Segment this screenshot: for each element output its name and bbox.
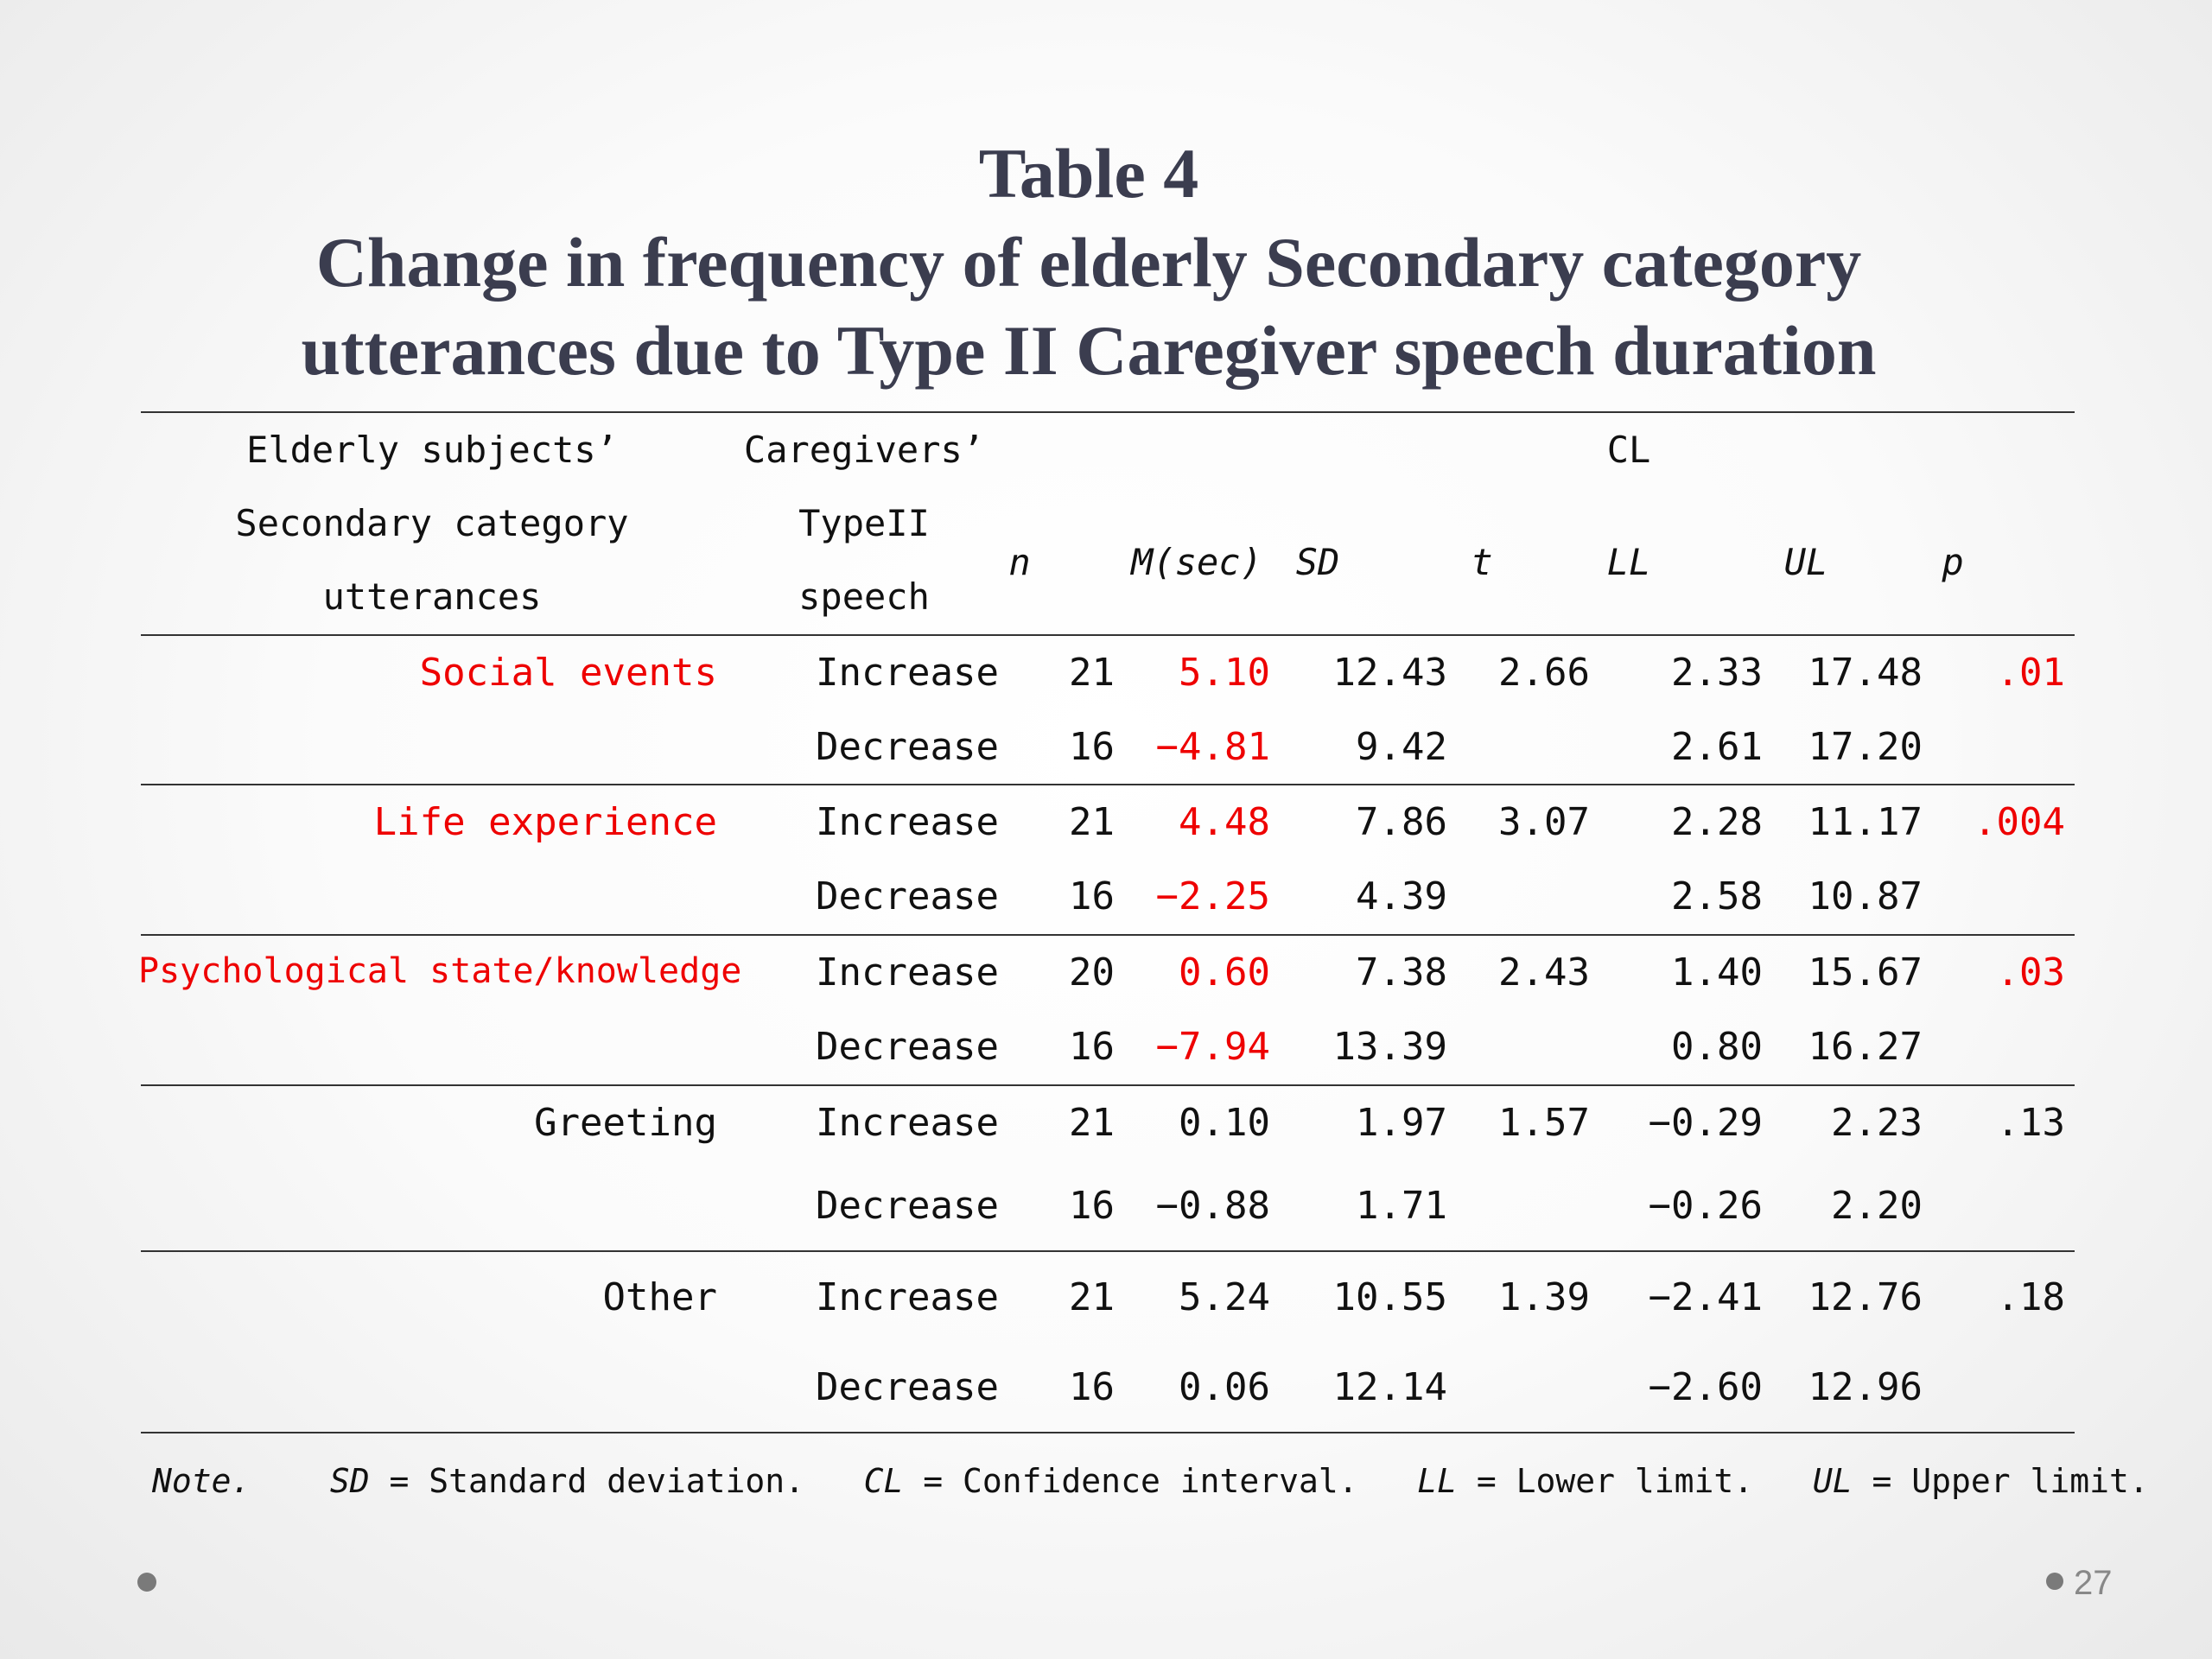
header-elderly-line3: utterances	[322, 575, 542, 618]
ll-cell: 1.40	[1671, 950, 1763, 995]
note-ll-text: = Lower limit.	[1457, 1462, 1754, 1500]
sd-cell: 10.55	[1332, 1275, 1447, 1319]
speech-cell: Decrease	[816, 1025, 999, 1069]
category-label: Greeting	[534, 1101, 717, 1145]
ll-cell: −0.26	[1648, 1184, 1763, 1228]
n-cell: 16	[1069, 1025, 1115, 1069]
sd-cell: 9.42	[1356, 725, 1447, 769]
note-cl-abbr: CL	[863, 1462, 904, 1500]
header-bottom-rule	[141, 634, 2075, 636]
header-elderly-line1: Elderly subjects’	[246, 429, 618, 471]
ul-cell: 12.96	[1808, 1365, 1923, 1409]
speech-cell: Decrease	[816, 874, 999, 918]
sd-cell: 12.14	[1332, 1365, 1447, 1409]
note-ll-abbr: LL	[1417, 1462, 1458, 1500]
ul-cell: 17.48	[1808, 651, 1923, 695]
sd-cell: 1.97	[1356, 1101, 1447, 1145]
n-cell: 16	[1069, 1184, 1115, 1228]
m-cell: −7.94	[1155, 1025, 1270, 1069]
note-sd-text: = Standard deviation.	[369, 1462, 804, 1500]
ll-cell: −2.41	[1648, 1275, 1763, 1319]
group-divider	[141, 1250, 2075, 1252]
speech-cell: Increase	[816, 651, 999, 695]
p-cell: .03	[1996, 950, 2065, 995]
n-cell: 16	[1069, 874, 1115, 918]
note-cl-text: = Confidence interval.	[903, 1462, 1358, 1500]
header-ul: UL	[1783, 541, 1828, 583]
ul-cell: 2.23	[1831, 1101, 1923, 1145]
p-cell: .18	[1996, 1275, 2065, 1319]
n-cell: 21	[1069, 1101, 1115, 1145]
sd-cell: 12.43	[1332, 651, 1447, 695]
speech-cell: Increase	[816, 1101, 999, 1145]
ul-cell: 17.20	[1808, 725, 1923, 769]
speech-cell: Increase	[816, 800, 999, 844]
ul-cell: 12.76	[1808, 1275, 1923, 1319]
ul-cell: 2.20	[1831, 1184, 1923, 1228]
group-divider	[141, 934, 2075, 936]
n-cell: 16	[1069, 725, 1115, 769]
header-t: t	[1471, 541, 1493, 583]
m-cell: 5.10	[1179, 651, 1270, 695]
header-m-sec: M(sec)	[1131, 541, 1262, 583]
header-n: n	[1008, 541, 1031, 583]
speech-cell: Increase	[816, 950, 999, 995]
category-label: Life experience	[373, 800, 717, 844]
header-p: p	[1942, 541, 1964, 583]
m-cell: −0.88	[1155, 1184, 1270, 1228]
ll-cell: 2.58	[1671, 874, 1763, 918]
t-cell: 2.43	[1498, 950, 1590, 995]
table-caption-line1: Change in frequency of elderly Secondary category	[315, 223, 1862, 302]
category-label: Psychological state/knowledge	[138, 951, 742, 991]
ul-cell: 16.27	[1808, 1025, 1923, 1069]
ll-cell: 2.61	[1671, 725, 1763, 769]
ll-cell: 2.33	[1671, 651, 1763, 695]
n-cell: 20	[1069, 950, 1115, 995]
sd-cell: 7.86	[1356, 800, 1447, 844]
note-label: Note.	[152, 1462, 251, 1500]
n-cell: 16	[1069, 1365, 1115, 1409]
table-title: Table 4	[978, 134, 1199, 213]
note-sd-abbr: SD	[329, 1462, 370, 1500]
group-divider	[141, 1084, 2075, 1086]
sd-cell: 13.39	[1332, 1025, 1447, 1069]
slide-bullet-right-icon	[2046, 1573, 2063, 1590]
table-caption-line2: utterances due to Type II Caregiver speech duration	[301, 311, 1877, 390]
n-cell: 21	[1069, 800, 1115, 844]
group-divider	[141, 784, 2075, 785]
sd-cell: 4.39	[1356, 874, 1447, 918]
n-cell: 21	[1069, 651, 1115, 695]
header-ll: LL	[1606, 541, 1651, 583]
ll-cell: 2.28	[1671, 800, 1763, 844]
p-cell: .13	[1996, 1101, 2065, 1145]
category-label: Social events	[419, 651, 717, 695]
ul-cell: 15.67	[1808, 950, 1923, 995]
speech-cell: Decrease	[816, 1365, 999, 1409]
m-cell: −2.25	[1155, 874, 1270, 918]
note-ul-text: = Upper limit.	[1852, 1462, 2149, 1500]
slide-bullet-left-icon	[137, 1573, 156, 1592]
m-cell: 0.06	[1179, 1365, 1270, 1409]
speech-cell: Decrease	[816, 1184, 999, 1228]
m-cell: 4.48	[1179, 800, 1270, 844]
ll-cell: 0.80	[1671, 1025, 1763, 1069]
header-caregiver-line1: Caregivers’	[743, 429, 985, 471]
m-cell: 0.10	[1179, 1101, 1270, 1145]
t-cell: 1.39	[1498, 1275, 1590, 1319]
header-caregiver-line3: speech	[798, 575, 930, 618]
sd-cell: 1.71	[1356, 1184, 1447, 1228]
table-bottom-rule	[141, 1432, 2075, 1433]
t-cell: 1.57	[1498, 1101, 1590, 1145]
p-cell: .004	[1974, 800, 2065, 844]
header-cl: CL	[1606, 429, 1651, 471]
t-cell: 2.66	[1498, 651, 1590, 695]
table-note	[152, 1462, 2149, 1500]
speech-cell: Increase	[816, 1275, 999, 1319]
ul-cell: 10.87	[1808, 874, 1923, 918]
sd-cell: 7.38	[1356, 950, 1447, 995]
table-top-rule	[141, 411, 2075, 413]
m-cell: 5.24	[1179, 1275, 1270, 1319]
ul-cell: 11.17	[1808, 800, 1923, 844]
ll-cell: −2.60	[1648, 1365, 1763, 1409]
header-caregiver-line2: TypeII	[798, 502, 930, 544]
speech-cell: Decrease	[816, 725, 999, 769]
t-cell: 3.07	[1498, 800, 1590, 844]
ll-cell: −0.29	[1648, 1101, 1763, 1145]
category-label: Other	[602, 1275, 717, 1319]
m-cell: 0.60	[1179, 950, 1270, 995]
note-ul-abbr: UL	[1812, 1462, 1853, 1500]
m-cell: −4.81	[1155, 725, 1270, 769]
header-sd: SD	[1295, 541, 1340, 583]
header-elderly-line2: Secondary category	[235, 502, 629, 544]
n-cell: 21	[1069, 1275, 1115, 1319]
p-cell: .01	[1996, 651, 2065, 695]
page-number: 27	[2074, 1564, 2113, 1602]
